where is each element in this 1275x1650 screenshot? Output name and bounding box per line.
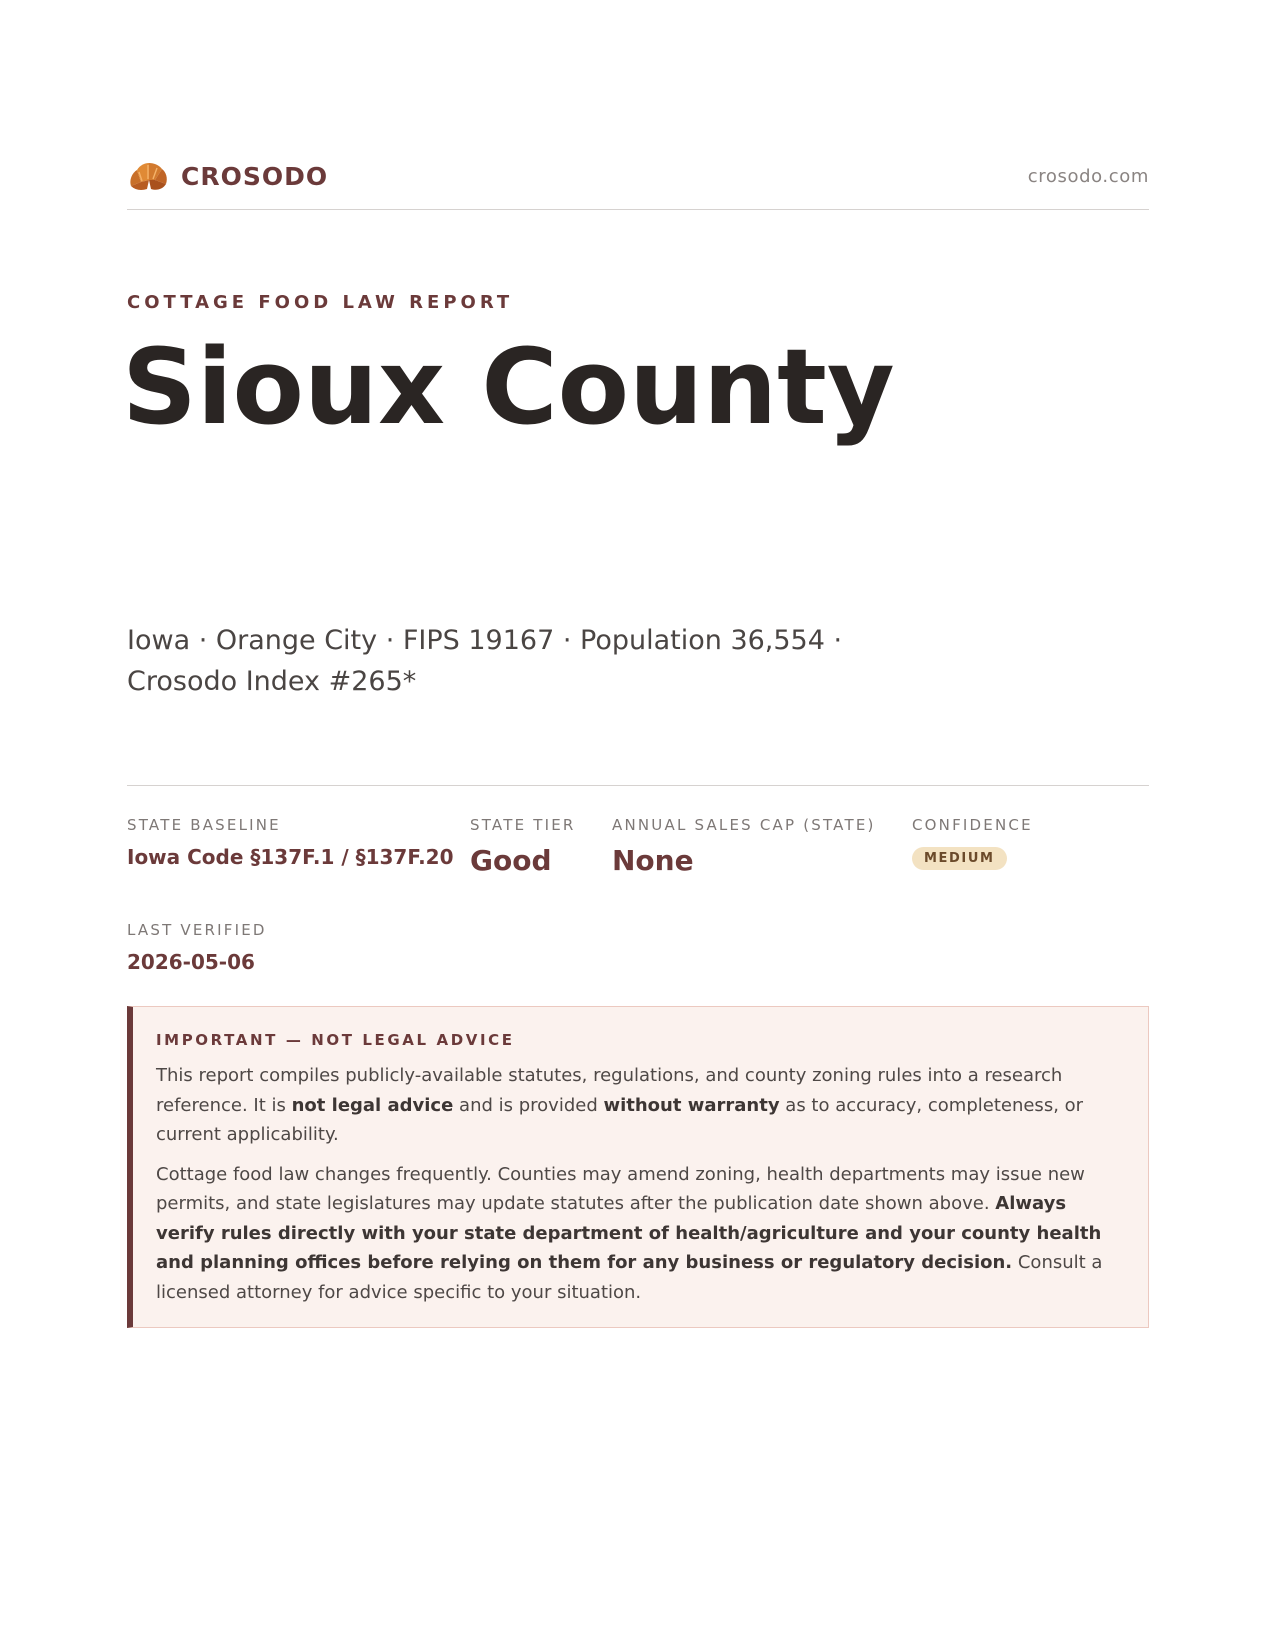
- site-url[interactable]: crosodo.com: [1027, 166, 1149, 187]
- stat-label: CONFIDENCE: [912, 816, 1033, 834]
- stat-value: 2026-05-06: [127, 950, 255, 974]
- stat-state-tier: [470, 816, 576, 877]
- stat-label: STATE BASELINE: [127, 816, 281, 834]
- county-subtitle: Iowa · Orange City · FIPS 19167 · Population 36,554 · Crosodo Index #265*: [127, 625, 843, 697]
- stat-state-baseline: [127, 816, 454, 869]
- stat-value: Iowa Code §137F.1 / §137F.20: [127, 845, 454, 869]
- notice-title: IMPORTANT — NOT LEGAL ADVICE: [156, 1031, 515, 1049]
- legal-notice: [127, 1006, 1149, 1328]
- stat-last-verified: [127, 921, 267, 974]
- report-type-label: COTTAGE FOOD LAW REPORT: [127, 292, 514, 313]
- notice-paragraph: This report compiles publicly-available statutes, regulations, and county zoning rules into a research reference. It is not legal advice and is provided without warranty as to accuracy, completeness, or current applicability.: [156, 1065, 1084, 1145]
- page-header: [127, 156, 1149, 210]
- stat-label: LAST VERIFIED: [127, 921, 267, 939]
- stat-label: STATE TIER: [470, 816, 576, 834]
- stat-confidence: [912, 816, 1033, 870]
- brand-name: CROSODO: [181, 161, 329, 191]
- confidence-badge: MEDIUM: [912, 847, 1007, 870]
- page-title: Sioux County: [122, 326, 895, 448]
- stat-value: Good: [470, 844, 552, 877]
- stat-label: ANNUAL SALES CAP (STATE): [612, 816, 876, 834]
- stat-value: None: [612, 844, 694, 877]
- notice-paragraph: Cottage food law changes frequently. Counties may amend zoning, health departments may issue new permits, and state legislatures may update statutes after the publication date shown above. Always verify rules directly with your state department of health/agriculture and your county health and planning offices before relying on them for any business or regulatory decision. Consult a licensed attorney for advice specific to your situation.: [156, 1163, 1103, 1303]
- stat-sales-cap: [612, 816, 876, 877]
- stats-divider: [127, 785, 1149, 786]
- brand[interactable]: [127, 156, 328, 194]
- croissant-icon: [127, 156, 169, 194]
